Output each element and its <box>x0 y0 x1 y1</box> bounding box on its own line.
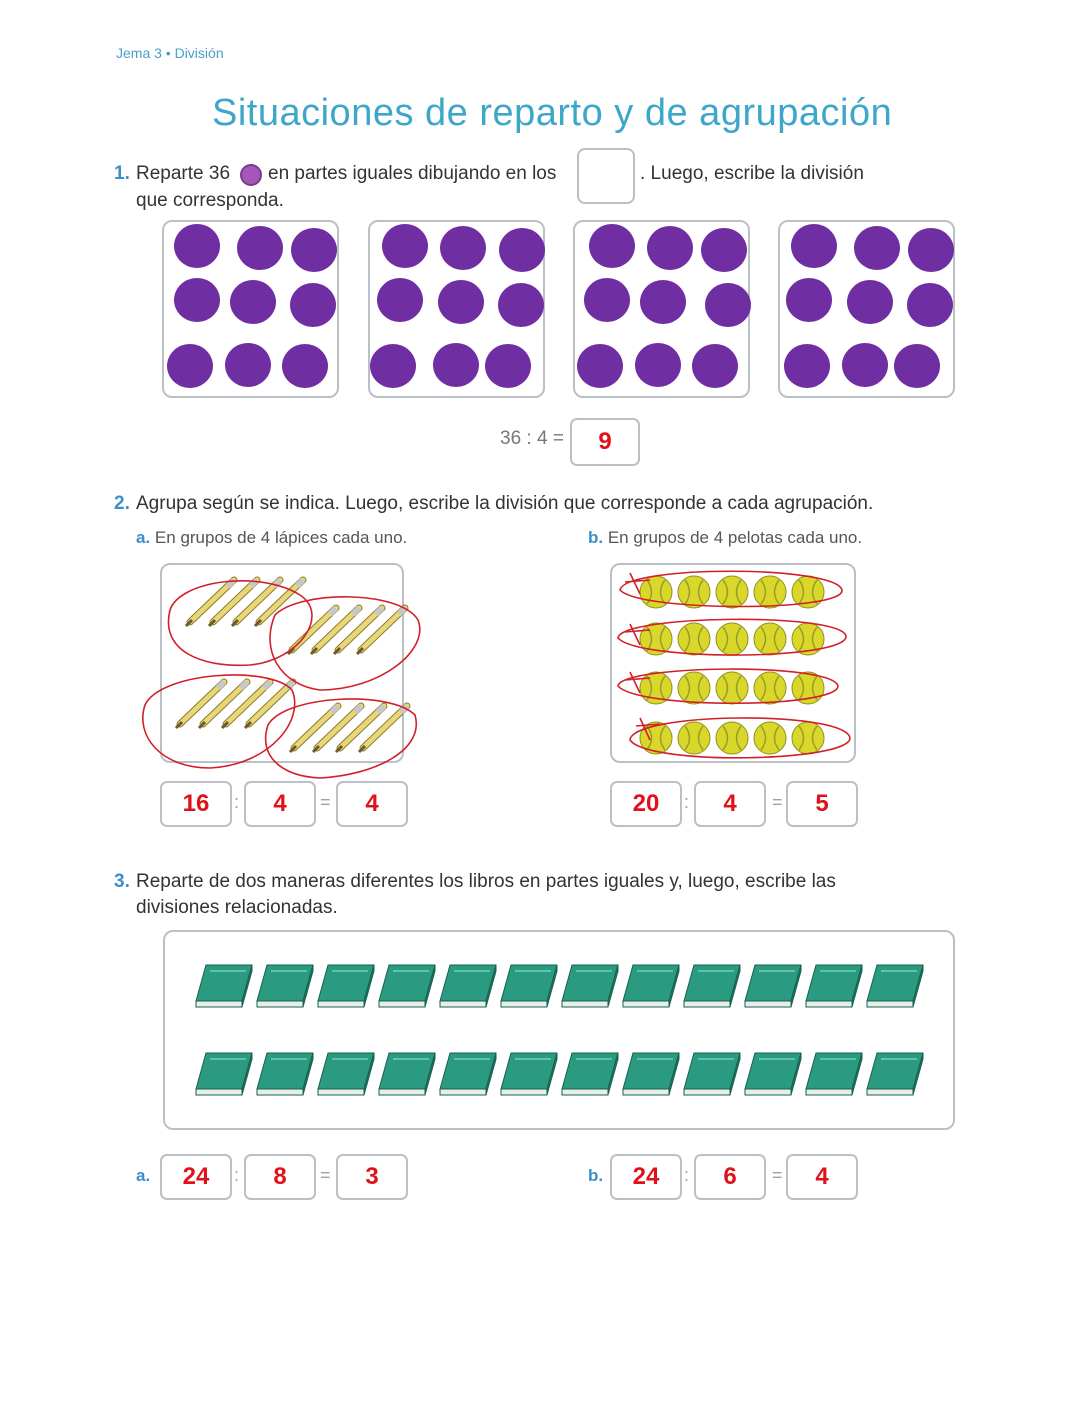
equals-sign: = <box>320 1165 331 1185</box>
pencil-icon <box>186 580 234 626</box>
book-icon <box>684 965 740 1007</box>
pencil-group-circle <box>266 699 417 778</box>
book-icon <box>806 1053 862 1095</box>
tennis-ball-icon <box>716 576 748 608</box>
q2b-quotient: 5 <box>815 790 829 817</box>
equals-sign: = <box>320 792 331 812</box>
tennis-ball-icon <box>678 576 710 608</box>
q3-number: 3. <box>114 871 130 892</box>
tennis-ball-icon <box>678 672 710 704</box>
pencil-icon <box>334 608 382 654</box>
book-icon <box>379 1053 435 1095</box>
q3a-dividend-box[interactable] <box>160 1154 232 1200</box>
book-icon <box>318 1053 374 1095</box>
equals-sign: = <box>772 792 783 812</box>
tennis-ball-icon <box>678 623 710 655</box>
q2a-dividend: 16 <box>182 790 210 817</box>
book-icon <box>745 965 801 1007</box>
tennis-ball-icon <box>678 722 710 754</box>
q2a-label: a. En grupos de 4 lápices cada uno. <box>136 528 408 547</box>
tennis-ball-icon <box>716 722 748 754</box>
book-icon <box>501 1053 557 1095</box>
book-icon <box>318 965 374 1007</box>
q2b-quotient-box[interactable] <box>786 781 858 827</box>
q1-text-c: . Luego, escribe la división <box>640 163 864 184</box>
q2a-divisor: 4 <box>273 790 287 817</box>
book-icon <box>745 1053 801 1095</box>
pencil-icon <box>336 706 384 752</box>
book-icon <box>379 965 435 1007</box>
book-icon <box>806 965 862 1007</box>
pencil-icon <box>357 608 405 654</box>
q3a-quotient: 3 <box>365 1163 379 1190</box>
q3-text-b: divisiones relacionadas. <box>136 897 338 918</box>
q3b-quotient: 4 <box>815 1163 829 1190</box>
book-icon <box>501 965 557 1007</box>
q2b-label: b. En grupos de 4 pelotas cada uno. <box>588 528 863 547</box>
book-icon <box>623 1053 679 1095</box>
book-icon <box>440 1053 496 1095</box>
book-icon <box>440 965 496 1007</box>
q2a-quotient: 4 <box>365 790 379 817</box>
q3b-divisor: 6 <box>723 1163 737 1190</box>
tennis-ball-icon <box>792 722 824 754</box>
tennis-ball-icon <box>754 623 786 655</box>
q2b-divisor-box[interactable] <box>694 781 766 827</box>
pencil-icon <box>311 608 359 654</box>
tennis-ball-icon <box>716 623 748 655</box>
q1-equation: 36 : 4 = <box>500 428 564 449</box>
tennis-ball-icon <box>754 672 786 704</box>
breadcrumb: Jema 3 • División <box>116 45 224 61</box>
pencil-icon <box>290 706 338 752</box>
pencil-icon <box>199 682 247 728</box>
q3b-dividend-box[interactable] <box>610 1154 682 1200</box>
book-icon <box>562 965 618 1007</box>
pencil-icon <box>209 580 257 626</box>
book-icon <box>257 965 313 1007</box>
pencil-icon <box>176 682 224 728</box>
division-sign: : <box>234 1165 240 1185</box>
book-icon <box>257 1053 313 1095</box>
q2b-dividend-box[interactable] <box>610 781 682 827</box>
page-title: Situaciones de reparto y de agrupación <box>212 92 893 134</box>
q3b-quotient-box[interactable] <box>786 1154 858 1200</box>
book-icon <box>196 965 252 1007</box>
book-icon <box>562 1053 618 1095</box>
pencil-icon <box>359 706 407 752</box>
division-sign: : <box>684 792 690 812</box>
q1-text-d: que corresponda. <box>136 190 284 211</box>
q3a-divisor-box[interactable] <box>244 1154 316 1200</box>
pencil-icon <box>245 682 293 728</box>
q2a-divisor-box[interactable] <box>244 781 316 827</box>
q2a-dividend-box[interactable] <box>160 781 232 827</box>
tennis-ball-icon <box>754 576 786 608</box>
q3a-divisor: 8 <box>273 1163 287 1190</box>
q3a-quotient-box[interactable] <box>336 1154 408 1200</box>
q3b-divisor-box[interactable] <box>694 1154 766 1200</box>
q3a-dividend: 24 <box>182 1163 210 1190</box>
pencil-icon <box>222 682 270 728</box>
book-icon <box>623 965 679 1007</box>
q2a-quotient-box[interactable] <box>336 781 408 827</box>
pencil-icon <box>313 706 361 752</box>
equals-sign: = <box>772 1165 783 1185</box>
q2-text: Agrupa según se indica. Luego, escribe la división que corresponde a cada agrupación. <box>136 493 874 514</box>
q1-text-b: en partes iguales dibujando en los <box>268 163 557 184</box>
books-illustration <box>196 965 923 1095</box>
q2b-divisor: 4 <box>723 790 737 817</box>
book-icon <box>867 965 923 1007</box>
book-icon <box>684 1053 740 1095</box>
division-sign: : <box>684 1165 690 1185</box>
q3a-letter: a. <box>136 1166 151 1185</box>
q1-answer: 9 <box>598 428 612 455</box>
q1-number: 1. <box>114 163 130 184</box>
division-sign: : <box>234 792 240 812</box>
tennis-ball-icon <box>754 722 786 754</box>
book-icon <box>867 1053 923 1095</box>
q3b-dividend: 24 <box>632 1163 660 1190</box>
q1-text-a: Reparte 36 <box>136 163 231 184</box>
q2b-dividend: 20 <box>632 790 660 817</box>
q2-number: 2. <box>114 493 130 514</box>
q3b-letter: b. <box>588 1166 604 1185</box>
book-icon <box>196 1053 252 1095</box>
tennis-ball-icon <box>716 672 748 704</box>
q3-text-a: Reparte de dos maneras diferentes los libros en partes iguales y, luego, escribe las <box>136 871 836 892</box>
